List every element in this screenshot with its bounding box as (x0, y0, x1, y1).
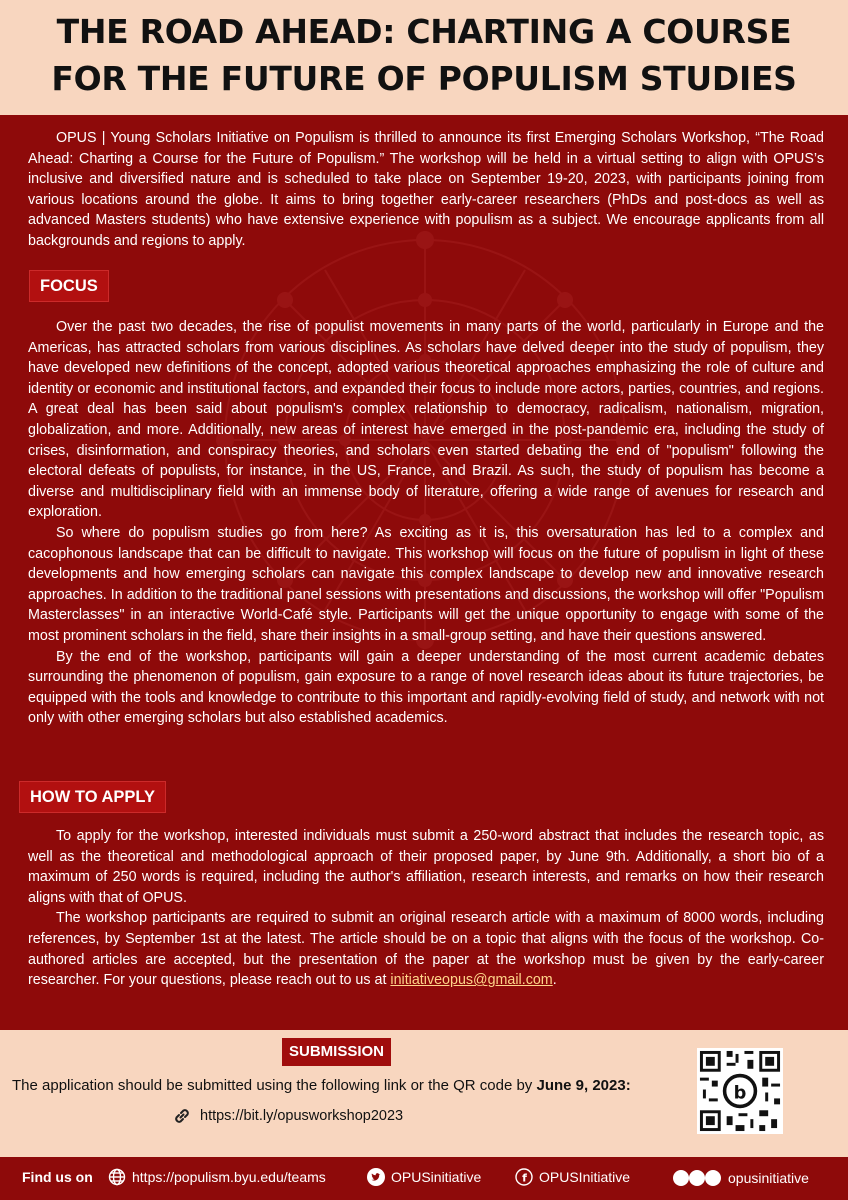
apply-paragraph-2-end: . (552, 972, 557, 989)
title-line-2: FOR THE FUTURE OF POPULISM STUDIES (51, 59, 797, 98)
instagram-handle[interactable]: opusinitiative (728, 1170, 809, 1186)
focus-paragraph-1: Over the past two decades, the rise of populist movements in many parts of the world, particularly in Europe and the Americas, has attracted scholars from various disciplines. As scholars have delved deeper into the study of populism, they have developed new definitions of the concept, adopted various theoretical approaches emphasizing the role of culture and identity or economic and institutional factors, and expanded their focus to include more actors, parties, countries, and regions. A great deal has been said about populism's complex relationship to democracy, radicalism, nationalism, migration, globalization, and more. Additionally, new areas of interest have emerged in the post-pandemic era, including the study of crises, disinformation, and conspiracy theories, and scholars even started debating the end of "populism" following the electoral defeats of populists, for instance, in the US, France, and Brazil. As such, the study of populism has become a diverse and multidisciplinary field with an immense body of literature, offering a wide range of avenues for research and exploration. (28, 319, 824, 521)
page-title (10, 8, 838, 102)
submission-instructions: The application should be submitted using the following link or the QR code by (12, 1077, 533, 1094)
apply-section (28, 826, 824, 991)
find-us-text: Find us on (22, 1169, 93, 1185)
apply-paragraph-2-text: The workshop participants are required to submit an original research article with a maximum of 8000 words, including references, by September 1st at the latest. The article should be on a topic that aligns with the focus of the workshop. Co-authored articles are accepted, but the presentation of the paper at the workshop must be given by the early-career researcher. For your questions, please reach out to us at (28, 910, 824, 989)
email-link[interactable]: initiativeopus@gmail.com (390, 972, 553, 989)
footer (0, 1157, 848, 1200)
svg-text:f: f (522, 1171, 527, 1185)
focus-heading: FOCUS (29, 270, 109, 302)
intro-paragraph: OPUS | Young Scholars Initiative on Populism is thrilled to announce its first Emerging Scholars Workshop, “The Road Ahead: Charting a Course for the Future of Populism.” The workshop will be held in a virtual setting to align with OPUS’s inclusive and diversified nature and is scheduled to take place on September 19-20, 2023, with participants joining from various locations around the globe. It aims to bring together early-career researchers (PhDs and post-docs as well as advanced Masters students) who have extensive experience with populism as a subject. We encourage applicants from all backgrounds and regions to apply. (28, 130, 824, 249)
globe-icon (108, 1168, 126, 1186)
submission-deadline: June 9, 2023: (536, 1077, 631, 1094)
facebook-handle[interactable]: OPUSInitiative (539, 1169, 631, 1185)
svg-text:b: b (733, 1082, 747, 1104)
twitter-handle[interactable]: OPUSinitiative (391, 1169, 482, 1185)
apply-paragraph-2 (28, 908, 824, 990)
twitter-icon (367, 1168, 385, 1186)
focus-paragraph-3: By the end of the workshop, participants will gain a deeper understanding of the most current academic debates surrounding the phenomenon of populism, gain exposure to a range of novel research ideas about its future trajectories, be equipped with the tools and knowledge to contribute to this important and rapidly-evolving field of study, and network with not only with other emerging scholars but also established academics. (28, 648, 824, 727)
opus-logo-icon (672, 1167, 722, 1189)
website-link[interactable] (108, 1167, 326, 1187)
qr-code-icon[interactable] (697, 1048, 783, 1134)
submission-link-row[interactable] (172, 1106, 403, 1126)
facebook-icon (515, 1168, 533, 1186)
twitter-link[interactable] (367, 1167, 481, 1187)
website-url[interactable]: https://populism.byu.edu/teams (132, 1169, 326, 1185)
intro-section (28, 128, 824, 252)
instagram-link[interactable] (672, 1167, 809, 1189)
submission-box (0, 1030, 848, 1157)
how-to-apply-heading: HOW TO APPLY (19, 781, 166, 813)
submission-link[interactable]: https://bit.ly/opusworkshop2023 (200, 1108, 404, 1124)
focus-paragraph-2: So where do populism studies go from here? As exciting as it is, this oversaturation has led to a complex and cacophonous landscape that can be difficult to navigate. This workshop will focus on the future of populism in light of these developments and how emerging scholars can navigate this complex landscape to develop new and innovative research approaches. In addition to the traditional panel sessions with presentations and discussions, the workshop will offer "Populism Masterclasses" in an interactive World-Café style. Participants will get the unique opportunity to engage with some of the most prominent scholars in the field, share their insights in a small-group setting, and have their questions answered. (28, 524, 824, 644)
title-line-1: THE ROAD AHEAD: CHARTING A COURSE (56, 12, 792, 51)
find-us-label (22, 1167, 93, 1187)
facebook-link[interactable] (515, 1167, 630, 1187)
link-icon (172, 1106, 192, 1126)
submission-heading: SUBMISSION (282, 1038, 391, 1066)
focus-section (28, 317, 824, 729)
submission-text (12, 1077, 631, 1094)
apply-paragraph-1: To apply for the workshop, interested individuals must submit a 250-word abstract that includes the research topic, as well as the theoretical and methodological approach of their proposed paper, by June 9th. Additionally, a short bio of a maximum of 250 words is required, including the author's affiliation, research interests, and remarks on how their research aligns with that of OPUS. (28, 828, 824, 906)
title-banner (0, 0, 848, 115)
